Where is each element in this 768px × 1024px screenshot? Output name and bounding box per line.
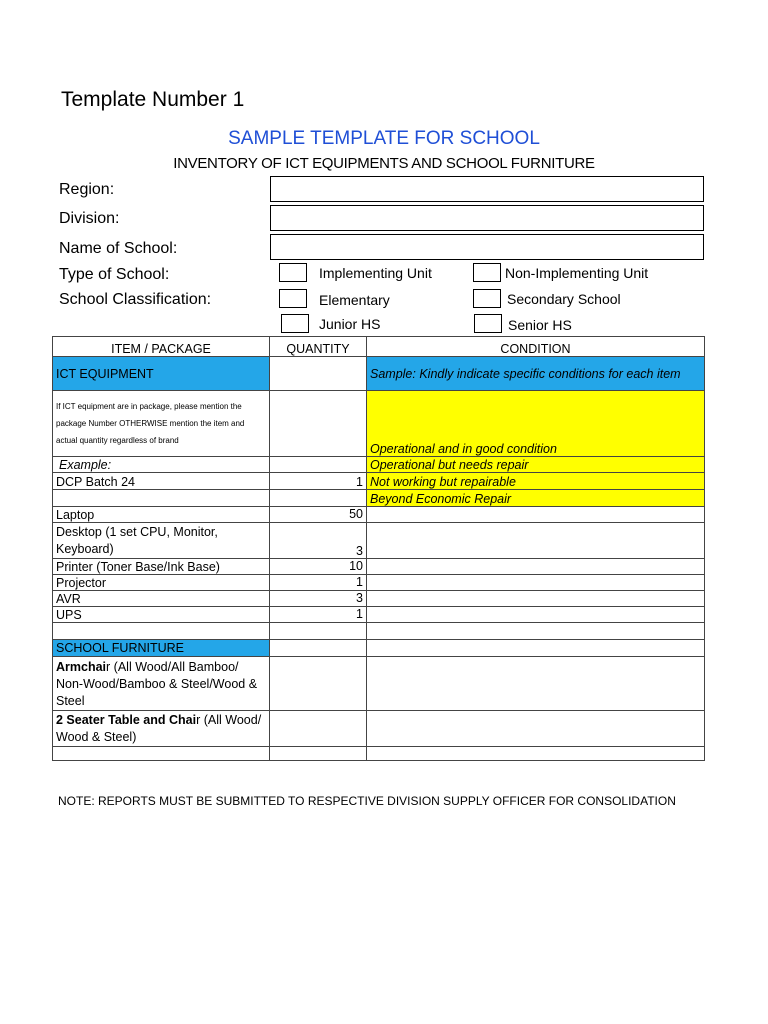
table-cell[interactable] [270,657,367,711]
table-cell[interactable] [270,457,367,473]
item-package-header: ITEM / PACKAGE [53,337,270,357]
junior-hs-checkbox[interactable] [281,314,309,333]
template-number: Template Number 1 [61,88,245,111]
table-cell[interactable] [270,357,367,391]
table-cell[interactable] [367,507,705,523]
armchair-row [53,657,270,711]
table-cell[interactable] [367,591,705,607]
table-row-qty: 3 [270,591,367,607]
school-name-field[interactable] [270,234,704,260]
table-cell[interactable] [367,747,705,761]
table-cell[interactable] [270,623,367,640]
junior-hs-label: Junior HS [319,316,381,332]
condition-not-working: Not working but repairable [367,473,705,490]
example-label: Example: [53,457,270,473]
senior-hs-checkbox[interactable] [474,314,502,333]
table-cell[interactable] [367,711,705,747]
page-subtitle: INVENTORY OF ICT EQUIPMENTS AND SCHOOL FURNITURE [173,155,595,172]
division-label: Division: [59,210,120,227]
table-row-item: Projector [53,575,270,591]
table-row-qty: 3 [270,523,367,559]
senior-hs-label: Senior HS [508,317,572,333]
table-row-qty: 10 [270,559,367,575]
implementing-unit-label: Implementing Unit [319,265,432,281]
inventory-table [52,336,705,761]
table-row-qty: 1 [270,473,367,490]
seater-table-details: r (All Wood/ Wood & Steel) [56,713,262,744]
condition-sample-note: Sample: Kindly indicate specific conditions for each item [367,357,705,391]
table-cell[interactable] [53,623,270,640]
table-cell[interactable] [53,747,270,761]
region-label: Region: [59,181,115,198]
school-furniture-section: SCHOOL FURNITURE [53,640,270,657]
table-row-item: Printer (Toner Base/Ink Base) [53,559,270,575]
package-note: If ICT equipment are in package, please mention the package Number OTHERWISE mention the item and actual quantity regardless of brand [53,391,270,457]
table-cell[interactable] [270,711,367,747]
condition-good: Operational and in good condition [367,391,705,457]
armchair-details: r (All Wood/All Bamboo/ Non-Wood/Bamboo & Steel/Wood & Steel [56,660,258,708]
school-name-label: Name of School: [59,240,178,257]
elementary-label: Elementary [319,292,390,308]
quantity-header: QUANTITY [270,337,367,357]
table-row-item: DCP Batch 24 [53,473,270,490]
division-field[interactable] [270,205,704,231]
table-row-item: Laptop [53,507,270,523]
table-cell[interactable] [367,523,705,559]
table-cell[interactable] [270,640,367,657]
region-field[interactable] [270,176,704,202]
armchair-name: Armchai [56,660,107,674]
seater-table-name: 2 Seater Table and Chai [56,713,197,727]
secondary-school-label: Secondary School [507,291,621,307]
table-cell[interactable] [367,559,705,575]
implementing-unit-checkbox[interactable] [279,263,307,282]
condition-header: CONDITION [367,337,705,357]
table-cell[interactable] [367,657,705,711]
table-cell[interactable] [367,640,705,657]
seater-table-row [53,711,270,747]
table-row-item: UPS [53,607,270,623]
table-cell[interactable] [367,575,705,591]
condition-beyond-repair: Beyond Economic Repair [367,490,705,507]
table-cell[interactable] [270,490,367,507]
table-cell[interactable] [367,607,705,623]
table-cell[interactable] [270,391,367,457]
table-row-qty: 1 [270,575,367,591]
page-title: SAMPLE TEMPLATE FOR SCHOOL [228,128,540,149]
school-classification-label: School Classification: [59,291,212,308]
table-cell[interactable] [367,623,705,640]
non-implementing-unit-label: Non-Implementing Unit [505,265,649,281]
non-implementing-unit-checkbox[interactable] [473,263,501,282]
school-type-label: Type of School: [59,266,170,283]
submission-note: NOTE: REPORTS MUST BE SUBMITTED TO RESPECTIVE DIVISION SUPPLY OFFICER FOR CONSOLIDATION [58,794,676,808]
condition-needs-repair: Operational but needs repair [367,457,705,473]
table-cell[interactable] [270,747,367,761]
table-row-qty: 50 [270,507,367,523]
secondary-school-checkbox[interactable] [473,289,501,308]
elementary-checkbox[interactable] [279,289,307,308]
table-row-item: Desktop (1 set CPU, Monitor, Keyboard) [53,523,270,559]
table-cell[interactable] [53,490,270,507]
ict-equipment-section: ICT EQUIPMENT [53,357,270,391]
table-row-qty: 1 [270,607,367,623]
table-row-item: AVR [53,591,270,607]
